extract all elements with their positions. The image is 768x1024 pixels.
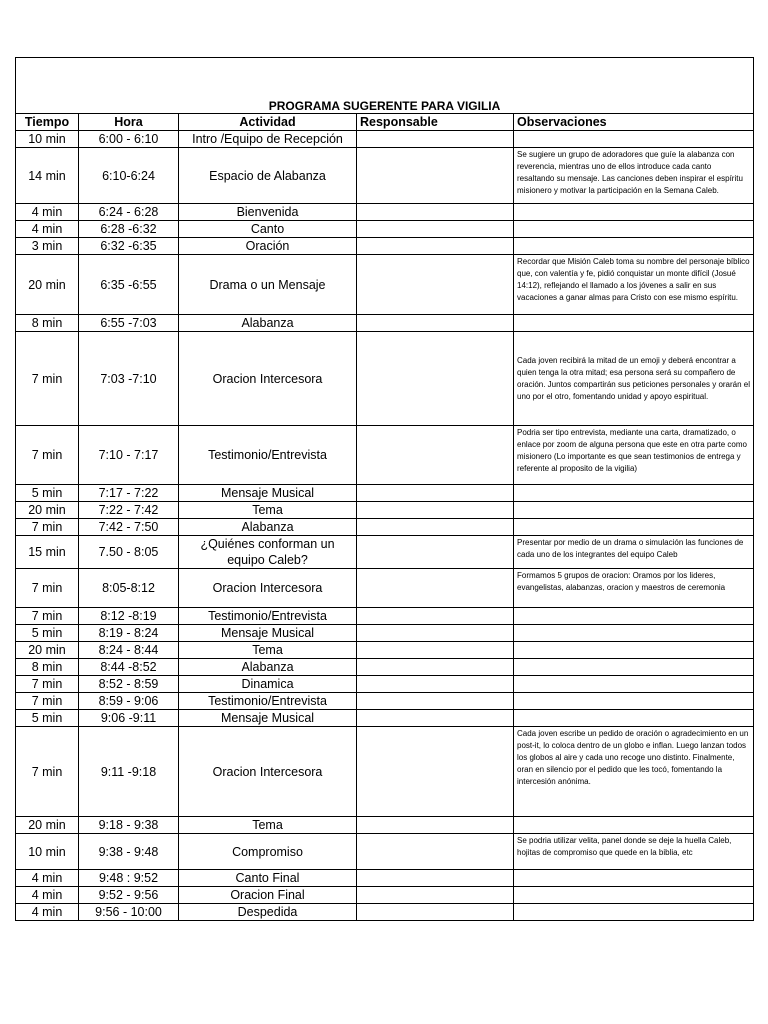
cell-actividad: Bienvenida bbox=[179, 204, 357, 221]
header-observaciones: Observaciones bbox=[514, 114, 754, 131]
cell-tiempo: 7 min bbox=[16, 519, 79, 536]
cell-hora: 9:18 - 9:38 bbox=[79, 817, 179, 834]
table-row bbox=[16, 870, 754, 887]
table-row bbox=[16, 608, 754, 625]
cell-actividad: Testimonio/Entrevista bbox=[179, 608, 357, 625]
cell-tiempo: 4 min bbox=[16, 870, 79, 887]
cell-observaciones bbox=[514, 693, 754, 710]
cell-tiempo: 7 min bbox=[16, 332, 79, 426]
cell-observaciones: Podria ser tipo entrevista, mediante una carta, dramatizado, o enlace por zoom de alguna persona que este en otra parte como misionero (Lo importante es que sean testimonios de entrega y referente al proposito de la vigilia) bbox=[514, 426, 754, 485]
table-row bbox=[16, 710, 754, 727]
cell-actividad: Mensaje Musical bbox=[179, 485, 357, 502]
cell-actividad: Despedida bbox=[179, 904, 357, 921]
table-row bbox=[16, 332, 754, 426]
header-hora: Hora bbox=[79, 114, 179, 131]
table-row bbox=[16, 642, 754, 659]
cell-hora: 8:19 - 8:24 bbox=[79, 625, 179, 642]
cell-responsable bbox=[357, 904, 514, 921]
cell-responsable bbox=[357, 485, 514, 502]
header-responsable: Responsable bbox=[357, 114, 514, 131]
table-row bbox=[16, 485, 754, 502]
cell-hora: 7.50 - 8:05 bbox=[79, 536, 179, 569]
cell-responsable bbox=[357, 676, 514, 693]
cell-tiempo: 7 min bbox=[16, 676, 79, 693]
cell-observaciones bbox=[514, 659, 754, 676]
cell-responsable bbox=[357, 870, 514, 887]
cell-hora: 7:03 -7:10 bbox=[79, 332, 179, 426]
cell-tiempo: 5 min bbox=[16, 625, 79, 642]
cell-tiempo: 7 min bbox=[16, 693, 79, 710]
cell-observaciones bbox=[514, 887, 754, 904]
cell-hora: 7:22 - 7:42 bbox=[79, 502, 179, 519]
cell-observaciones bbox=[514, 221, 754, 238]
table-row bbox=[16, 536, 754, 569]
header-actividad: Actividad bbox=[179, 114, 357, 131]
cell-observaciones bbox=[514, 238, 754, 255]
cell-tiempo: 7 min bbox=[16, 727, 79, 817]
cell-tiempo: 15 min bbox=[16, 536, 79, 569]
cell-responsable bbox=[357, 502, 514, 519]
cell-hora: 6:24 - 6:28 bbox=[79, 204, 179, 221]
cell-responsable bbox=[357, 834, 514, 870]
cell-responsable bbox=[357, 659, 514, 676]
cell-hora: 9:38 - 9:48 bbox=[79, 834, 179, 870]
cell-actividad: Tema bbox=[179, 642, 357, 659]
cell-observaciones bbox=[514, 131, 754, 148]
table-row bbox=[16, 659, 754, 676]
cell-observaciones bbox=[514, 502, 754, 519]
cell-hora: 8:12 -8:19 bbox=[79, 608, 179, 625]
cell-responsable bbox=[357, 519, 514, 536]
cell-actividad: Alabanza bbox=[179, 659, 357, 676]
cell-actividad: Testimonio/Entrevista bbox=[179, 426, 357, 485]
cell-responsable bbox=[357, 238, 514, 255]
cell-tiempo: 8 min bbox=[16, 659, 79, 676]
table-row bbox=[16, 904, 754, 921]
cell-observaciones bbox=[514, 870, 754, 887]
page-title: PROGRAMA SUGERENTE PARA VIGILIA bbox=[16, 58, 754, 114]
cell-responsable bbox=[357, 332, 514, 426]
table-row bbox=[16, 693, 754, 710]
cell-hora: 8:59 - 9:06 bbox=[79, 693, 179, 710]
table-row bbox=[16, 255, 754, 315]
cell-tiempo: 14 min bbox=[16, 148, 79, 204]
cell-tiempo: 20 min bbox=[16, 642, 79, 659]
cell-actividad: Compromiso bbox=[179, 834, 357, 870]
cell-responsable bbox=[357, 642, 514, 659]
cell-observaciones: Presentar por medio de un drama o simulación las funciones de cada uno de los integrantes del equipo Caleb bbox=[514, 536, 754, 569]
cell-hora: 9:52 - 9:56 bbox=[79, 887, 179, 904]
cell-hora: 8:24 - 8:44 bbox=[79, 642, 179, 659]
cell-hora: 6:35 -6:55 bbox=[79, 255, 179, 315]
cell-hora: 7:17 - 7:22 bbox=[79, 485, 179, 502]
cell-hora: 6:55 -7:03 bbox=[79, 315, 179, 332]
cell-actividad: Intro /Equipo de Recepción bbox=[179, 131, 357, 148]
cell-hora: 8:05-8:12 bbox=[79, 569, 179, 608]
cell-observaciones bbox=[514, 642, 754, 659]
program-sheet bbox=[15, 57, 753, 921]
table-row bbox=[16, 887, 754, 904]
table-row bbox=[16, 676, 754, 693]
cell-responsable bbox=[357, 817, 514, 834]
cell-actividad: Alabanza bbox=[179, 519, 357, 536]
cell-hora: 6:00 - 6:10 bbox=[79, 131, 179, 148]
cell-hora: 8:52 - 8:59 bbox=[79, 676, 179, 693]
cell-observaciones bbox=[514, 904, 754, 921]
cell-hora: 7:10 - 7:17 bbox=[79, 426, 179, 485]
cell-tiempo: 4 min bbox=[16, 887, 79, 904]
cell-actividad: Oracion Intercesora bbox=[179, 332, 357, 426]
table-row bbox=[16, 204, 754, 221]
table-row bbox=[16, 834, 754, 870]
cell-observaciones: Formamos 5 grupos de oracion: Oramos por los lideres, evangelistas, alabanzas, oracion y maestros de ceremonia bbox=[514, 569, 754, 608]
cell-actividad: Mensaje Musical bbox=[179, 710, 357, 727]
cell-actividad: Tema bbox=[179, 817, 357, 834]
cell-hora: 9:56 - 10:00 bbox=[79, 904, 179, 921]
table-row bbox=[16, 569, 754, 608]
table-row bbox=[16, 315, 754, 332]
cell-hora: 9:06 -9:11 bbox=[79, 710, 179, 727]
cell-tiempo: 3 min bbox=[16, 238, 79, 255]
table-row bbox=[16, 131, 754, 148]
cell-actividad: Drama o un Mensaje bbox=[179, 255, 357, 315]
cell-tiempo: 5 min bbox=[16, 710, 79, 727]
cell-actividad: Oracion Intercesora bbox=[179, 727, 357, 817]
cell-responsable bbox=[357, 255, 514, 315]
cell-actividad: Dinamica bbox=[179, 676, 357, 693]
cell-hora: 6:32 -6:35 bbox=[79, 238, 179, 255]
cell-responsable bbox=[357, 727, 514, 817]
table-row bbox=[16, 817, 754, 834]
table-row bbox=[16, 221, 754, 238]
cell-responsable bbox=[357, 148, 514, 204]
cell-responsable bbox=[357, 204, 514, 221]
cell-actividad: Espacio de Alabanza bbox=[179, 148, 357, 204]
cell-tiempo: 4 min bbox=[16, 221, 79, 238]
cell-tiempo: 7 min bbox=[16, 608, 79, 625]
cell-actividad: Testimonio/Entrevista bbox=[179, 693, 357, 710]
cell-observaciones bbox=[514, 315, 754, 332]
cell-responsable bbox=[357, 131, 514, 148]
cell-tiempo: 10 min bbox=[16, 834, 79, 870]
cell-responsable bbox=[357, 569, 514, 608]
table-row bbox=[16, 426, 754, 485]
cell-tiempo: 20 min bbox=[16, 502, 79, 519]
cell-responsable bbox=[357, 693, 514, 710]
cell-actividad: Canto bbox=[179, 221, 357, 238]
cell-observaciones: Se sugiere un grupo de adoradores que guíe la alabanza con reverencia, mientras uno de ellos introduce cada canto resaltando su mensaje. Las canciones deben inspirar el espíritu misionero y motivar la participación en la Semana Caleb. bbox=[514, 148, 754, 204]
table-row bbox=[16, 502, 754, 519]
cell-tiempo: 7 min bbox=[16, 426, 79, 485]
cell-actividad: Mensaje Musical bbox=[179, 625, 357, 642]
cell-responsable bbox=[357, 536, 514, 569]
cell-observaciones bbox=[514, 204, 754, 221]
table-body bbox=[16, 131, 754, 921]
cell-responsable bbox=[357, 887, 514, 904]
cell-observaciones bbox=[514, 710, 754, 727]
cell-observaciones bbox=[514, 817, 754, 834]
cell-actividad: Tema bbox=[179, 502, 357, 519]
cell-responsable bbox=[357, 221, 514, 238]
cell-hora: 6:28 -6:32 bbox=[79, 221, 179, 238]
cell-tiempo: 4 min bbox=[16, 904, 79, 921]
cell-responsable bbox=[357, 710, 514, 727]
cell-observaciones bbox=[514, 519, 754, 536]
cell-observaciones: Se podria utilizar velita, panel donde se deje la huella Caleb, hojitas de compromiso que quede en la biblia, etc bbox=[514, 834, 754, 870]
cell-hora: 8:44 -8:52 bbox=[79, 659, 179, 676]
cell-actividad: ¿Quiénes conforman un equipo Caleb? bbox=[179, 536, 357, 569]
cell-tiempo: 10 min bbox=[16, 131, 79, 148]
program-table bbox=[15, 57, 754, 921]
cell-hora: 7:42 - 7:50 bbox=[79, 519, 179, 536]
cell-tiempo: 20 min bbox=[16, 817, 79, 834]
cell-hora: 6:10-6:24 bbox=[79, 148, 179, 204]
table-row bbox=[16, 727, 754, 817]
cell-actividad: Canto Final bbox=[179, 870, 357, 887]
cell-actividad: Oración bbox=[179, 238, 357, 255]
cell-responsable bbox=[357, 608, 514, 625]
cell-hora: 9:48 : 9:52 bbox=[79, 870, 179, 887]
cell-observaciones bbox=[514, 485, 754, 502]
cell-observaciones: Cada joven recibirá la mitad de un emoji y deberá encontrar a quien tenga la otra mitad; esa persona será su compañero de oración. Juntos compartirán sus peticiones personales y orarán el uno por el otro, fomentando unidad y apoyo espiritual. bbox=[514, 332, 754, 426]
cell-tiempo: 20 min bbox=[16, 255, 79, 315]
cell-actividad: Oracion Final bbox=[179, 887, 357, 904]
cell-tiempo: 8 min bbox=[16, 315, 79, 332]
cell-observaciones: Cada joven escribe un pedido de oración o agradecimiento en un post-it, lo coloca dentro de un globo e inflan. Luego lanzan todos los globos al aire y cada uno recoge uno distinto. Finalmente, oran en silencio por el pedido que les tocó, fomentando la intercesión anónima. bbox=[514, 727, 754, 817]
header-tiempo: Tiempo bbox=[16, 114, 79, 131]
cell-responsable bbox=[357, 426, 514, 485]
cell-observaciones bbox=[514, 608, 754, 625]
table-row bbox=[16, 625, 754, 642]
table-row bbox=[16, 148, 754, 204]
cell-responsable bbox=[357, 625, 514, 642]
cell-tiempo: 4 min bbox=[16, 204, 79, 221]
cell-responsable bbox=[357, 315, 514, 332]
cell-observaciones bbox=[514, 625, 754, 642]
cell-hora: 9:11 -9:18 bbox=[79, 727, 179, 817]
cell-actividad: Alabanza bbox=[179, 315, 357, 332]
table-row bbox=[16, 519, 754, 536]
cell-observaciones bbox=[514, 676, 754, 693]
cell-actividad: Oracion Intercesora bbox=[179, 569, 357, 608]
cell-tiempo: 7 min bbox=[16, 569, 79, 608]
table-row bbox=[16, 238, 754, 255]
cell-tiempo: 5 min bbox=[16, 485, 79, 502]
cell-observaciones: Recordar que Misión Caleb toma su nombre del personaje bíblico que, con valentía y fe, pidió conquistar un monte difícil (Josué 14:12), reflejando el llamado a los jóvenes a salir en sus vacaciones a ganar almas para Cristo con ese mismo espíritu. bbox=[514, 255, 754, 315]
